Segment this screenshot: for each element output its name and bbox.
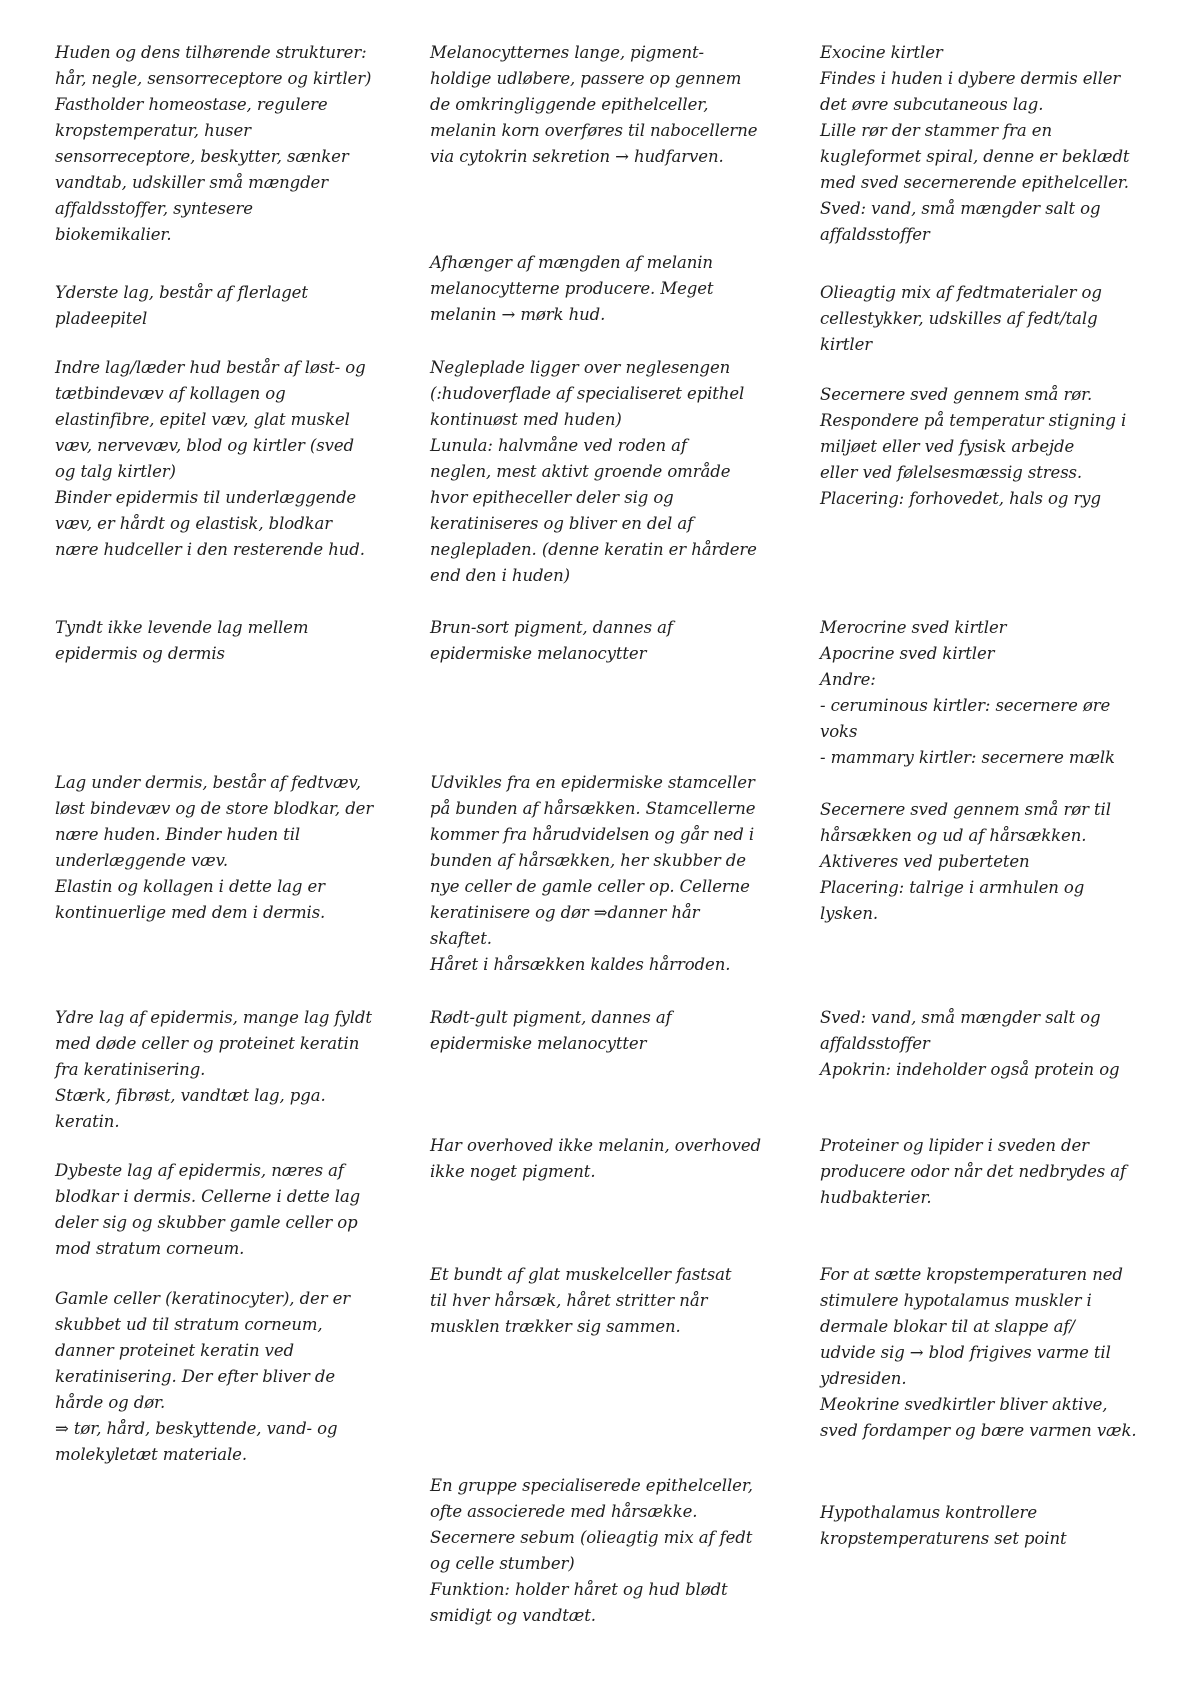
note-block: Secernere sved gennem små rør til hårsækken og ud af hårsækken. Aktiveres ved puberteten Placering: talrige i armhulen og lysken. — [820, 800, 1111, 923]
note-block: Dybeste lag af epidermis, næres af blodkar i dermis. Cellerne i dette lag deler sig og skubber gamle celler op mod stratum corneum. — [55, 1161, 361, 1258]
note-block: Lag under dermis, består af fedtvæv, løst bindevæv og de store blodkar, der nære huden. Binder huden til underlæggende væv. Elastin og kollagen i dette lag er kontinuerlige med dem i dermis. — [55, 773, 374, 922]
note-block: Yderste lag, består af flerlaget pladeepitel — [55, 283, 308, 328]
notes-column-right — [820, 0, 1180, 1698]
note-block: Har overhoved ikke melanin, overhoved ikke noget pigment. — [430, 1136, 761, 1181]
note-block: Afhænger af mængden af melanin melanocytterne producere. Meget melanin → mørk hud. — [430, 253, 714, 324]
note-block: Sved: vand, små mængder salt og affaldsstoffer Apokrin: indeholder også protein og — [820, 1008, 1120, 1079]
note-block: For at sætte kropstemperaturen ned stimulere hypotalamus muskler i dermale blokar til at slappe af/ udvide sig → blod frigives varme til ydresiden. Meokrine svedkirtler bliver aktive, sved fordamper og bære varmen væk. — [820, 1265, 1137, 1440]
note-block: Udvikles fra en epidermiske stamceller på bunden af hårsækken. Stamcellerne kommer fra hårudvidelsen og går ned i bunden af hårsækken, her skubber de nye celler de gamle celler op. Cellerne keratinisere og dør ⇒danner hår skaftet. Håret i hårsækken kaldes hårroden. — [430, 773, 756, 974]
note-block: Ydre lag af epidermis, mange lag fyldt med døde celler og proteinet keratin fra keratinisering. Stærk, fibrøst, vandtæt lag, pga. keratin. — [55, 1008, 372, 1131]
notes-column-middle — [430, 0, 805, 1698]
note-block: Indre lag/læder hud består af løst- og tætbindevæv af kollagen og elastinfibre, epitel væv, glat muskel væv, nervevæv, blod og kirtler (sved og talg kirtler) Binder epidermis til underlæggende væv, er hårdt og elastisk, blodkar nære hudceller i den resterende hud. — [55, 358, 366, 559]
note-block: Melanocytternes lange, pigment- holdige udløbere, passere op gennem de omkringliggende epithelceller, melanin korn overføres til nabocellerne via cytokrin sekretion → hudfarven. — [430, 43, 758, 166]
note-block: Tyndt ikke levende lag mellem epidermis og dermis — [55, 618, 309, 663]
note-block: Rødt-gult pigment, dannes af epidermiske melanocytter — [430, 1008, 672, 1053]
note-block: Huden og dens tilhørende strukturer: hår, negle, sensorreceptore og kirtler) Fastholder homeostase, regulere kropstemperatur, huser sensorreceptore, beskytter, sænker vandtab, udskiller små mængder affaldsstoffer, syntesere biokemikalier. — [55, 43, 372, 244]
note-block: En gruppe specialiserede epithelceller, ofte associerede med hårsække. Secernere sebum (olieagtig mix af fedt og celle stumber) Funktion: holder håret og hud blødt smidigt og vandtæt. — [430, 1476, 753, 1625]
note-block: Olieagtig mix af fedtmaterialer og cellestykker, udskilles af fedt/talg kirtler — [820, 283, 1102, 354]
note-block: Proteiner og lipider i sveden der producere odor når det nedbrydes af hudbakterier. — [820, 1136, 1127, 1207]
note-block: Et bundt af glat muskelceller fastsat til hver hårsæk, håret stritter når musklen trækker sig sammen. — [430, 1265, 732, 1336]
notes-column-left — [55, 0, 410, 1698]
note-block: Secernere sved gennem små rør. Respondere på temperatur stigning i miljøet eller ved fysisk arbejde eller ved følelsesmæssig stress. Placering: forhovedet, hals og ryg — [820, 385, 1127, 508]
note-block: Merocrine sved kirtler Apocrine sved kirtler Andre: - ceruminous kirtler: secernere øre voks - mammary kirtler: secernere mælk — [820, 618, 1115, 767]
note-block: Negleplade ligger over neglesengen (:hudoverflade af specialiseret epithel kontinuøst med huden) Lunula: halvmåne ved roden af neglen, mest aktivt groende område hvor epitheceller deler sig og keratiniseres og bliver en del af neglepladen. (denne keratin er hårdere end den i huden) — [430, 358, 757, 585]
note-block: Exocine kirtler Findes i huden i dybere dermis eller det øvre subcutaneous lag. Lille rør der stammer fra en kugleformet spiral, denne er beklædt med sved secernerende epithelceller. Sved: vand, små mængder salt og affaldsstoffer — [820, 43, 1130, 244]
note-block: Gamle celler (keratinocyter), der er skubbet ud til stratum corneum, danner proteinet keratin ved keratinisering. Der efter bliver de hårde og dør. ⇒ tør, hård, beskyttende, vand- og molekyletæt materiale. — [55, 1289, 351, 1464]
note-block: Brun-sort pigment, dannes af epidermiske melanocytter — [430, 618, 673, 663]
note-block: Hypothalamus kontrollere kropstemperaturens set point — [820, 1503, 1067, 1548]
